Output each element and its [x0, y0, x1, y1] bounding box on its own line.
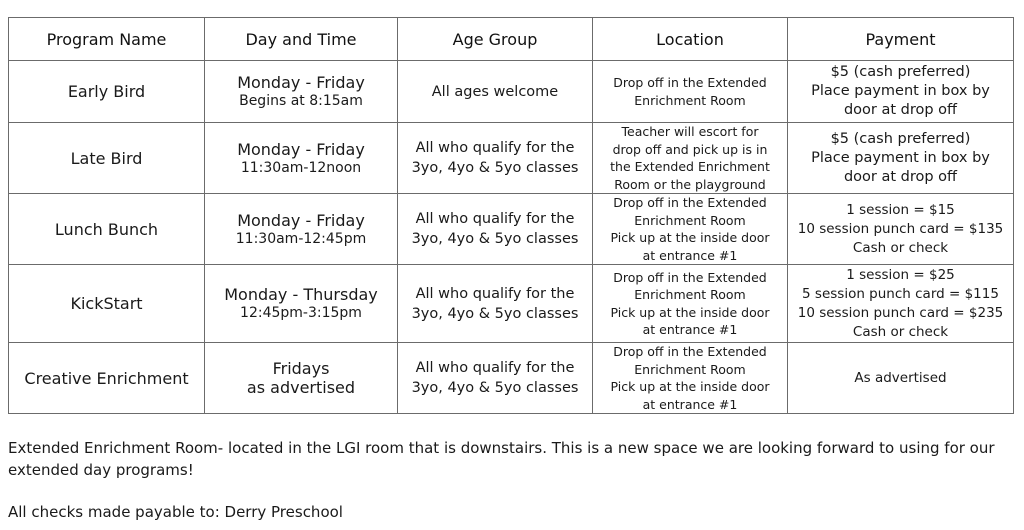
day-time-cell	[205, 265, 398, 343]
location-line: at entrance #1	[642, 247, 738, 263]
location-line: Enrichment Room	[634, 212, 746, 228]
location-cell	[593, 61, 788, 123]
payment-line: Cash or check	[852, 323, 949, 340]
payment-line: 5 session punch card = $115	[802, 285, 999, 302]
location-line: at entrance #1	[642, 396, 738, 412]
age-line: All who qualify for the	[415, 360, 575, 376]
notes-section	[8, 437, 1008, 523]
day-text: Fridays	[272, 359, 330, 378]
location-cell	[593, 265, 788, 343]
location-line: Teacher will escort for	[621, 124, 759, 139]
checks-note: All checks made payable to: Derry Preschool	[8, 503, 343, 521]
day-time-cell	[205, 123, 398, 194]
table-row	[9, 343, 1014, 414]
day-time-cell	[205, 61, 398, 123]
location-line: Drop off in the Extended	[613, 269, 767, 285]
location-line: Drop off in the Extended	[613, 195, 767, 210]
header-location: Location	[593, 18, 788, 61]
location-cell	[593, 194, 788, 265]
header-row	[9, 18, 1014, 61]
payment-cell	[788, 194, 1014, 265]
table-row	[9, 123, 1014, 194]
payment-line: Cash or check	[852, 239, 949, 256]
time-text: 12:45pm-3:15pm	[240, 305, 362, 321]
location-line: Enrichment Room	[634, 92, 746, 108]
location-line: Pick up at the inside door	[610, 230, 770, 245]
location-cell	[593, 343, 788, 414]
age-group-cell	[398, 343, 593, 414]
location-line: Drop off in the Extended	[613, 75, 767, 90]
payment-line: 1 session = $15	[846, 201, 955, 218]
day-text: Monday - Friday	[237, 73, 365, 92]
payment-line: $5 (cash preferred)	[830, 64, 971, 80]
day-text: Monday - Friday	[237, 139, 365, 159]
age-group-cell	[398, 61, 593, 123]
program-name-cell: Early Bird	[9, 61, 205, 123]
day-time-cell	[205, 343, 398, 414]
header-payment: Payment	[788, 18, 1014, 61]
program-name-cell: Lunch Bunch	[9, 194, 205, 265]
table-row	[9, 61, 1014, 123]
age-line: All who qualify for the	[415, 285, 575, 302]
location-cell	[593, 123, 788, 194]
age-line: All who qualify for the	[415, 211, 575, 227]
day-text: Monday - Thursday	[224, 285, 378, 304]
age-group-cell	[398, 123, 593, 194]
time-text: as advertised	[246, 378, 356, 397]
location-line: Drop off in the Extended	[613, 344, 767, 359]
table-row	[9, 194, 1014, 265]
payment-line: door at drop off	[843, 102, 958, 118]
location-line: Enrichment Room	[634, 361, 746, 377]
payment-cell	[788, 343, 1014, 414]
age-line: 3yo, 4yo & 5yo classes	[411, 380, 579, 396]
location-line: Pick up at the inside door	[610, 379, 770, 394]
age-line: 3yo, 4yo & 5yo classes	[411, 305, 579, 322]
program-name-cell: KickStart	[9, 265, 205, 343]
table-row	[9, 265, 1014, 343]
day-time-cell	[205, 194, 398, 265]
age-line: 3yo, 4yo & 5yo classes	[411, 231, 579, 247]
payment-line: 10 session punch card = $135	[797, 220, 1004, 237]
program-name-cell: Late Bird	[9, 123, 205, 194]
room-note: Extended Enrichment Room- located in the LGI room that is downstairs. This is a new space we are looking forward to using for our extended day programs!	[8, 439, 995, 479]
age-line: All who qualify for the	[415, 140, 575, 156]
time-text: 11:30am-12:45pm	[235, 230, 367, 247]
age-group-cell	[398, 265, 593, 343]
payment-line: $5 (cash preferred)	[830, 130, 971, 147]
payment-line: As advertised	[854, 369, 947, 386]
location-line: at entrance #1	[642, 322, 738, 337]
age-line: 3yo, 4yo & 5yo classes	[411, 160, 579, 176]
header-age-group: Age Group	[398, 18, 593, 61]
header-program-name: Program Name	[9, 18, 205, 61]
age-line: All ages welcome	[431, 83, 559, 100]
header-day-and-time: Day and Time	[205, 18, 398, 61]
time-text: 11:30am-12noon	[240, 159, 362, 176]
location-line: the Extended Enrichment	[610, 159, 770, 174]
payment-line: 1 session = $25	[846, 266, 955, 283]
payment-line: 10 session punch card = $235	[797, 304, 1004, 321]
payment-cell	[788, 61, 1014, 123]
day-text: Monday - Friday	[237, 210, 365, 230]
spacer	[8, 481, 1008, 501]
program-name-cell: Creative Enrichment	[9, 343, 205, 414]
payment-cell	[788, 265, 1014, 343]
payment-cell	[788, 123, 1014, 194]
payment-line: Place payment in box by	[811, 149, 990, 166]
program-schedule-table	[8, 17, 1014, 414]
payment-line: Place payment in box by	[811, 83, 990, 99]
age-group-cell	[398, 194, 593, 265]
payment-line: door at drop off	[843, 168, 958, 185]
location-line: Room or the playground	[614, 176, 766, 192]
location-line: Pick up at the inside door	[610, 304, 770, 320]
time-text: Begins at 8:15am	[239, 93, 363, 109]
location-line: Enrichment Room	[634, 287, 746, 302]
location-line: drop off and pick up is in	[612, 141, 768, 157]
